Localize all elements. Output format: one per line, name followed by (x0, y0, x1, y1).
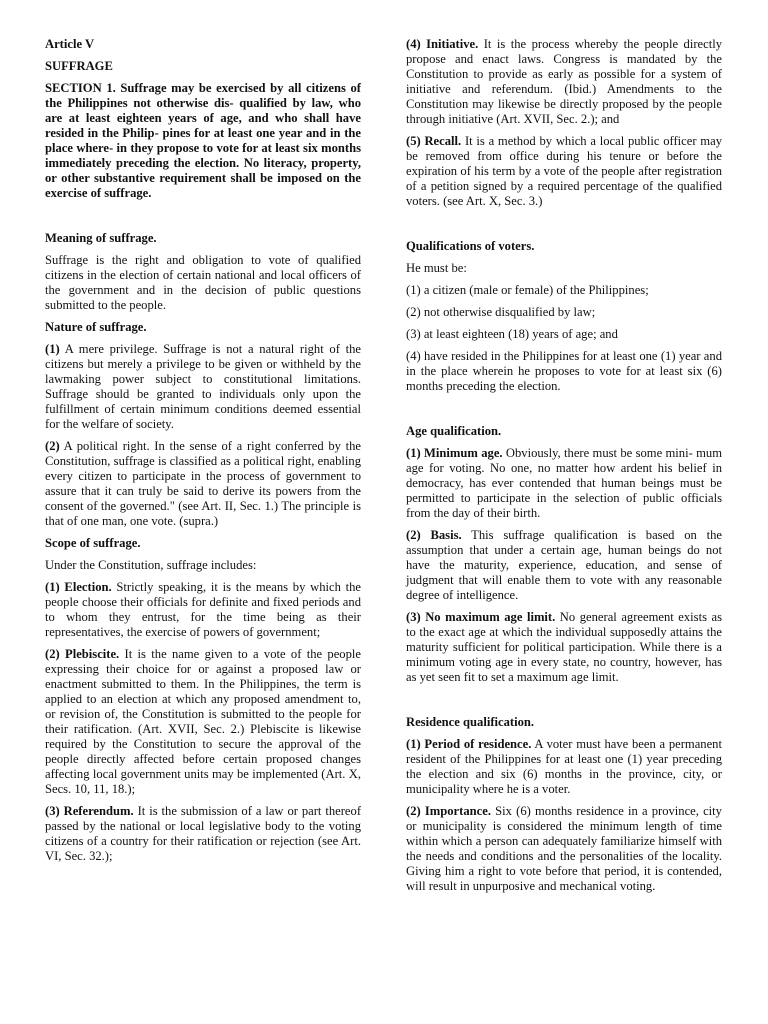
nature-item-2-text: A political right. In the sense of a right conferred by the Constitution, suffrage is classified as a political right, enabling every citizen to participate in the process of government to assure that it can truly be said to derive its powers from the consent of the governed." (see Art. II, Sec. 1.) The principle is that of one man, one vote. (supra.) (45, 439, 361, 528)
age-item-3 (406, 610, 722, 685)
residence-heading: Residence qualification. (406, 715, 535, 729)
recall-text: It is a method by which a local public officer may be removed from office during his tenure or before the expiration of his term by a vote of the people after registration of a petition signed by a required percentage of the qualified voters. (see Art. X, Sec. 3.) (406, 134, 722, 208)
scope-intro: Under the Constitution, suffrage includes: (45, 558, 257, 572)
election-text: Strictly speaking, it is the means by which the people choose their officials for definite and fixed periods and to whom they entrust, for the time being as their representatives, the exercise of powers of government; (45, 580, 362, 639)
nature-item-1 (45, 342, 361, 432)
initiative-lead: (4) Initiative. (406, 37, 479, 51)
qualification-item-1: (1) a citizen (male or female) of the Philippines; (406, 283, 649, 297)
plebiscite-text: It is the name given to a vote of the people expressing their choice for or against a proposed law or enactment submitted to them. In the Philippines, the term is applied to an election at which any proposed amendment to, or revision of, the Constitution is submitted to the people for their ratification. (Art. XVII, Sec. 2.) Plebiscite is likewise required by the Constitution to secure the approval of the people directly affected before certain proposed changes affecting local government units may be implemented (Art. X, Secs. 10, 11, 18.); (45, 647, 361, 796)
residence-item-1-lead: (1) Period of residence. (406, 737, 532, 751)
article-title: Article V (45, 37, 95, 51)
left-column (45, 37, 361, 871)
age-item-2-lead: (2) Basis. (406, 528, 462, 542)
age-item-2 (406, 528, 722, 603)
scope-heading: Scope of suffrage. (45, 536, 141, 550)
qualifications-heading: Qualifications of voters. (406, 239, 535, 253)
election-lead: (1) Election. (45, 580, 112, 594)
nature-item-2 (45, 439, 361, 529)
nature-item-1-lead: (1) (45, 342, 60, 356)
residence-item-2-text: Six (6) months residence in a province, city or municipality is considered the minimum length of time within which a person can adequately familiarize himself with the needs and conditions and the personalities of the locality. Giving him a right to vote before that period, it is contended, will result in unpurposive and mechanical voting. (406, 804, 722, 893)
referendum-text: It is the submission of a law or part thereof passed by the national or local legislative body to the voting citizens of a country for their ratification or rejection (see Art. VI, Sec. 32.); (45, 804, 362, 863)
scope-plebiscite (45, 647, 361, 797)
age-item-1-lead: (1) Minimum age. (406, 446, 503, 460)
meaning-heading: Meaning of suffrage. (45, 231, 157, 245)
qualification-item-3: (3) at least eighteen (18) years of age; and (406, 327, 618, 341)
age-item-1-text: Obviously, there must be some mini- mum age for voting. No one, no matter how ardent his belief in democracy, has ever contended that human beings must be permitted to participate in the selection of public officials from the day of their birth. (406, 446, 723, 520)
age-heading: Age qualification. (406, 424, 502, 438)
scope-election (45, 580, 361, 640)
qualification-item-2: (2) not otherwise disqualified by law; (406, 305, 596, 319)
right-column (406, 37, 722, 901)
residence-item-1-text: A voter must have been a permanent resident of the Philippines for at least one (1) year preceding the election and six (6) months in the province, city, or municipality where he is a voter. (406, 737, 722, 796)
nature-item-2-lead: (2) (45, 439, 60, 453)
initiative-text: It is the process whereby the people directly propose and enact laws. Congress is mandated by the Constitution to provide as early as possible for a system of initiative and referendum. (Ibid.) Amendments to the Constitution may likewise be directly proposed by the people through initiative (Art. XVII, Sec. 2.); and (406, 37, 722, 126)
scope-recall (406, 134, 722, 209)
scope-initiative (406, 37, 722, 127)
age-item-2-text: This suffrage qualification is based on the assumption that under a certain age, human beings do not have the maturity, experience, education, and sense of judgment that will enable them to vote with any reasonable degree of intelligence. (406, 528, 722, 602)
age-item-3-text: No general agreement exists as to the exact age at which the individual supposedly attains the maturity sufficient for political participation. While there is a minimum voting age in every state, no country, however, has as yet seen fit to set a maximum age limit. (406, 610, 722, 684)
nature-heading: Nature of suffrage. (45, 320, 147, 334)
age-item-1 (406, 446, 722, 521)
qualifications-intro: He must be: (406, 261, 467, 275)
residence-item-2 (406, 804, 722, 894)
residence-item-2-lead: (2) Importance. (406, 804, 491, 818)
section-title: SUFFRAGE (45, 59, 113, 73)
plebiscite-lead: (2) Plebiscite. (45, 647, 120, 661)
meaning-paragraph: Suffrage is the right and obligation to vote of qualified citizens in the election of certain national and local officers of the government and in the decision of public questions submitted to the people. (45, 253, 361, 312)
age-item-3-lead: (3) No maximum age limit. (406, 610, 556, 624)
recall-lead: (5) Recall. (406, 134, 462, 148)
residence-item-1 (406, 737, 722, 797)
section-1-text: SECTION 1. Suffrage may be exercised by all citizens of the Philippines not otherwise dis- qualified by law, who are at least eighteen years of age, and who shall have resided in the Philip- pines for at least one year and in the place where- in they propose to vote for at least six months immediately preceding the election. No literacy, property, or other substantive requirement shall be imposed on the exercise of suffrage. (45, 81, 361, 200)
qualification-item-4: (4) have resided in the Philippines for at least one (1) year and in the place wherein he proposes to vote for at least six (6) months preceding the election. (406, 349, 722, 393)
referendum-lead: (3) Referendum. (45, 804, 134, 818)
scope-referendum (45, 804, 361, 864)
nature-item-1-text: A mere privilege. Suffrage is not a natural right of the citizens but merely a privilege to be given or withheld by the lawmaking power subject to constitutional limitations. Suffrage should be granted to individuals only upon the fulfillment of certain minimum conditions deemed essential for the welfare of society. (45, 342, 361, 431)
